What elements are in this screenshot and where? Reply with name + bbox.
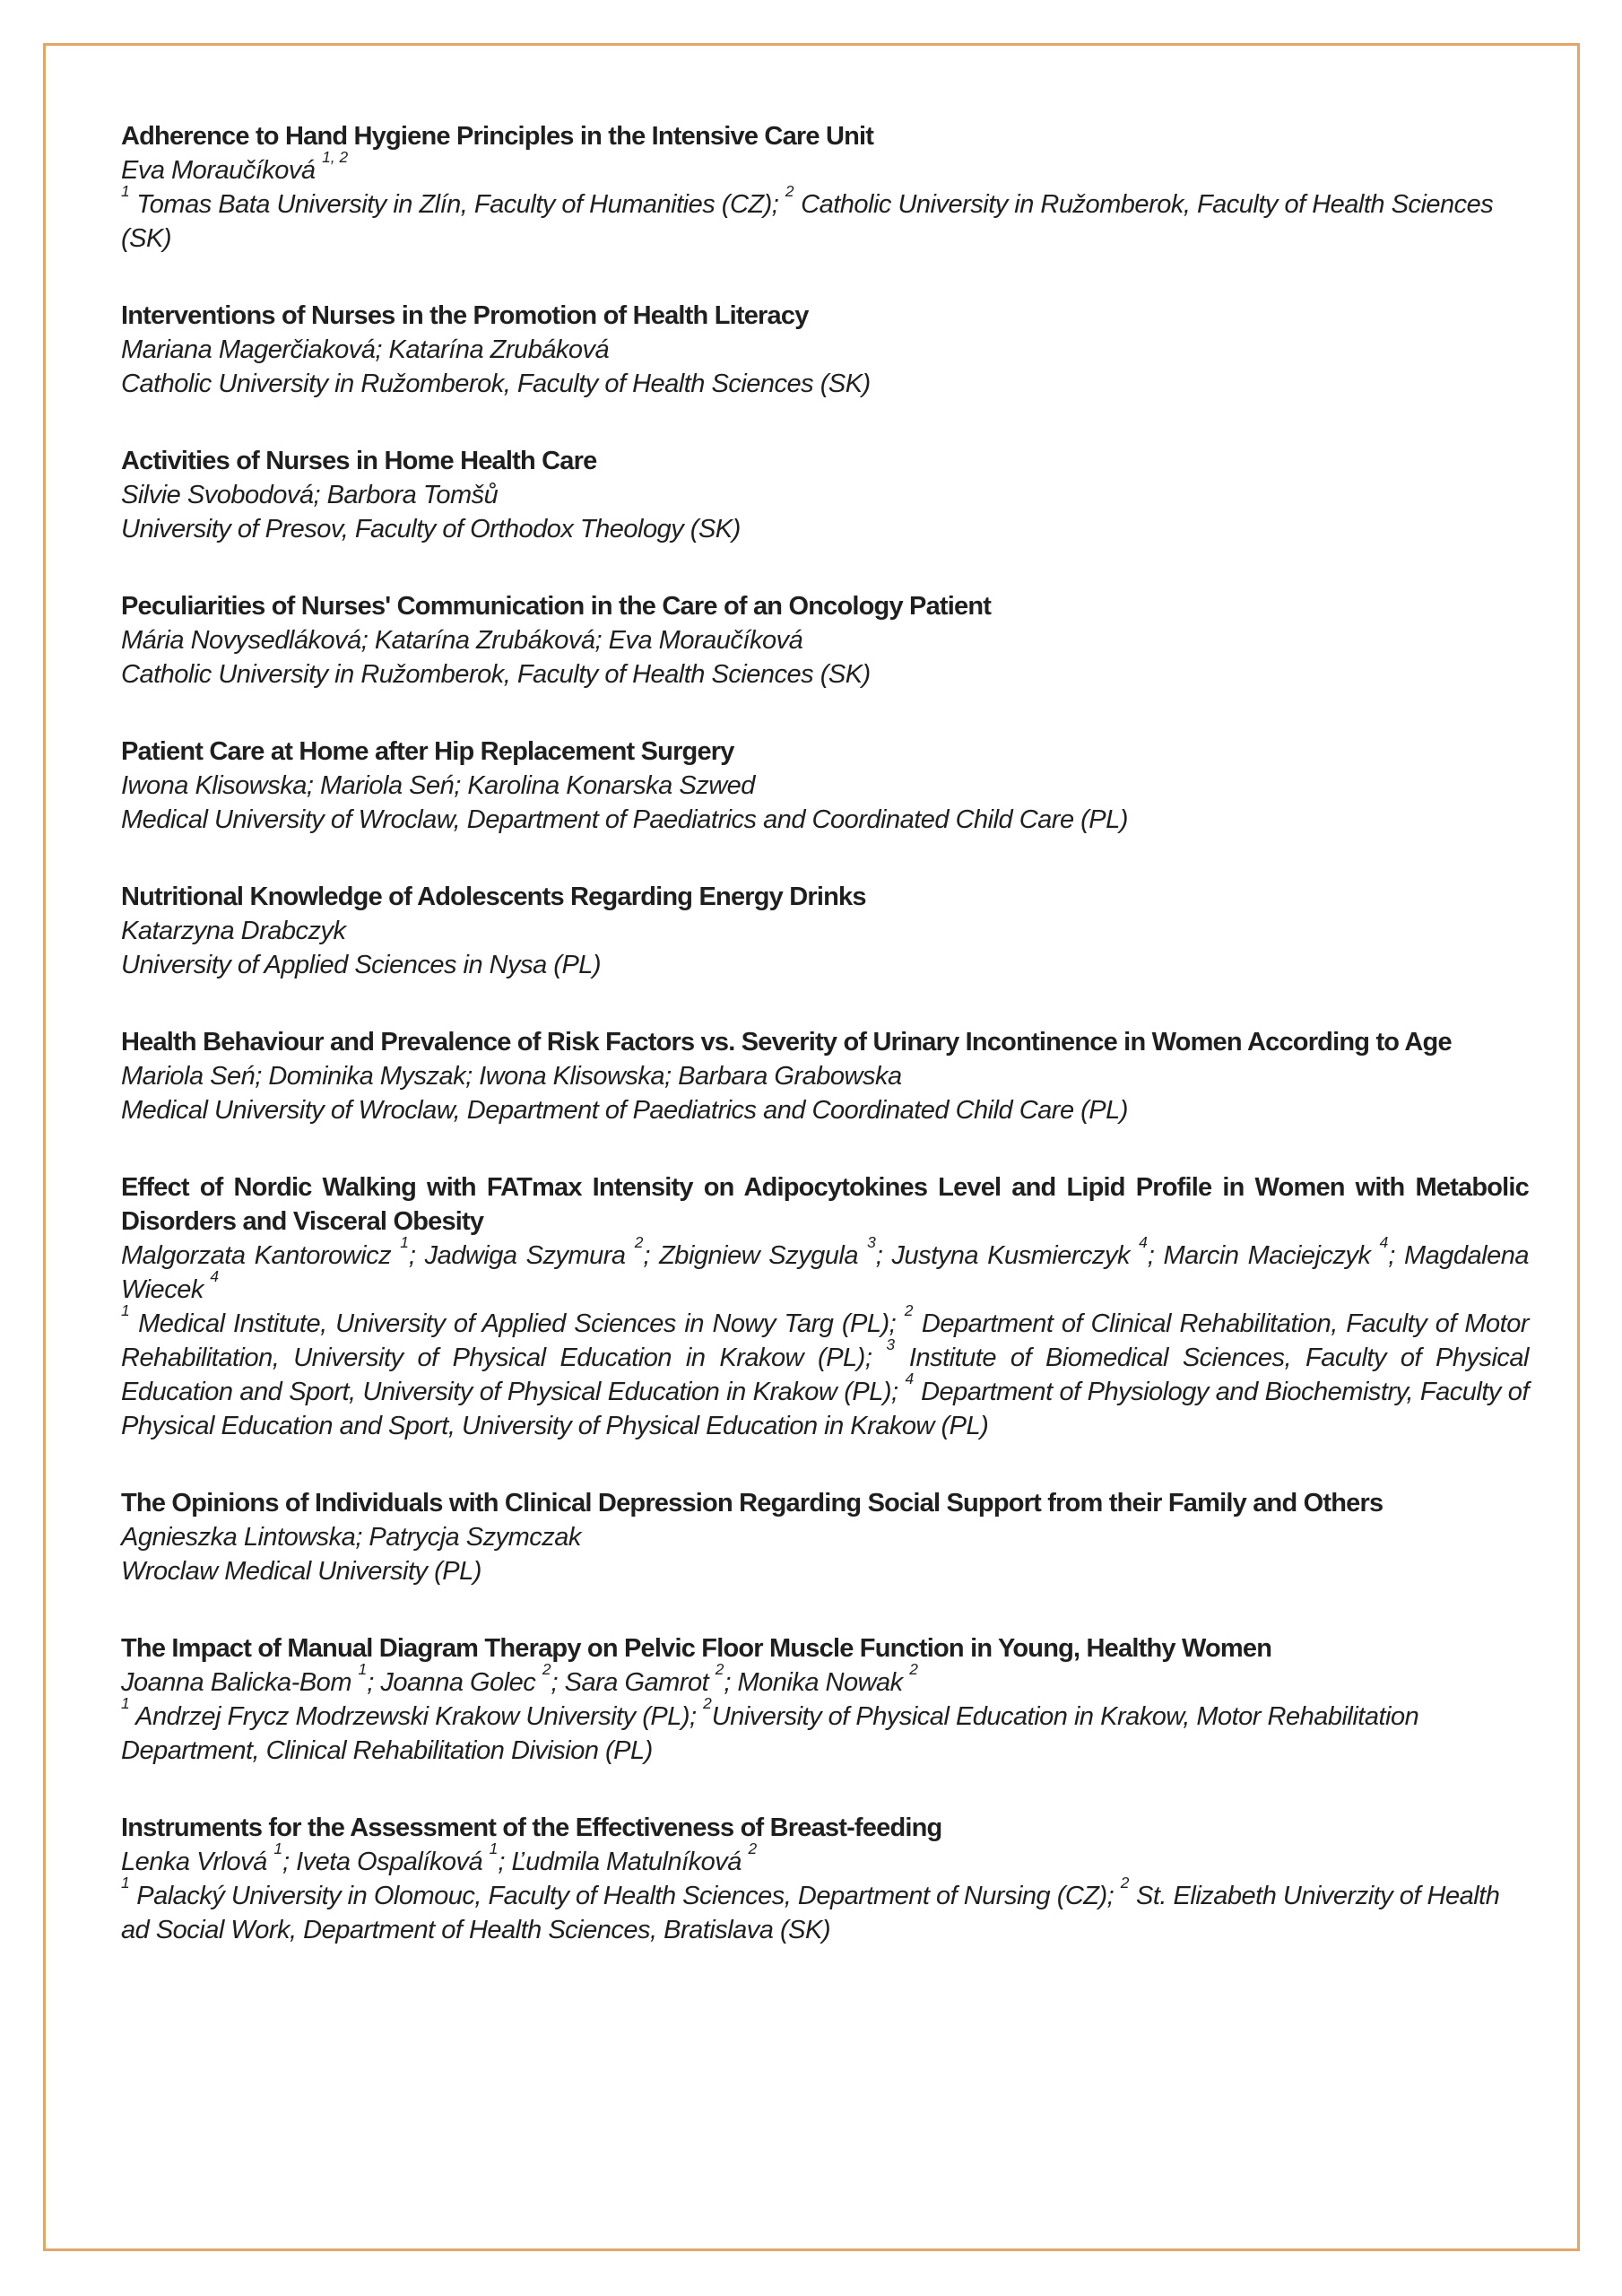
abstract-authors: Agnieszka Lintowska; Patrycja Szymczak xyxy=(121,1523,581,1552)
abstract-title: Health Behaviour and Prevalence of Risk Factors vs. Severity of Urinary Incontinence in Women According to Age xyxy=(121,1028,1452,1057)
abstract-affiliations: Catholic University in Ružomberok, Faculty of Health Sciences (SK) xyxy=(121,370,871,398)
abstract-affiliations: University of Applied Sciences in Nysa (PL) xyxy=(121,951,602,979)
abstract-authors: Mariana Magerčiaková; Katarína Zrubáková xyxy=(121,335,610,364)
abstract-title: Effect of Nordic Walking with FATmax Intensity on Adipocytokines Level and Lipid Profile in Women with Metabolic Disorders and Visceral Obesity xyxy=(121,1173,1529,1236)
abstract-authors: Lenka Vrlová $^1$; Iveta Ospalíková $^1$; Ľudmila Matulníková $^2$ xyxy=(121,1839,758,1876)
abstract-title: Peculiarities of Nurses' Communication in the Care of an Oncology Patient xyxy=(121,592,992,621)
abstract-entry xyxy=(121,1025,1529,1127)
abstract-affiliations: $^1$ Medical Institute, University of Applied Sciences in Nowy Targ (PL); $^2$ Department of Clinical Rehabilitation, Faculty of Motor Rehabilitation, University of Physical Education in Krakow (PL); $^3$ Institute of Biomedical Sciences, Faculty of Physical Education and Sport, University of Physical Education in Krakow (PL); $^4$ Department of Physiology and Biochemistry, Faculty of Physical Education and Sport, University of Physical Education in Krakow (PL) xyxy=(121,1300,1529,1440)
abstract-affiliations: University of Presov, Faculty of Orthodox Theology (SK) xyxy=(121,515,741,544)
abstract-entry xyxy=(121,1631,1529,1768)
abstract-title: The Opinions of Individuals with Clinical Depression Regarding Social Support from their Family and Others xyxy=(121,1489,1383,1518)
abstract-authors: Malgorzata Kantorowicz $^1$; Jadwiga Szymura $^2$; Zbigniew Szygula $^3$; Justyna Kusmierczyk $^4$; Marcin Maciejczyk $^4$; Magdalena Wiecek $^4$ xyxy=(121,1232,1529,1304)
abstract-entry xyxy=(121,299,1529,401)
abstract-affiliations: Medical University of Wroclaw, Department of Paediatrics and Coordinated Child Care (PL) xyxy=(121,1096,1128,1125)
abstract-title: Nutritional Knowledge of Adolescents Regarding Energy Drinks xyxy=(121,883,866,911)
abstract-authors: Mária Novysedláková; Katarína Zrubáková; Eva Moraučíková xyxy=(121,626,803,655)
abstract-authors: Mariola Seń; Dominika Myszak; Iwona Klisowska; Barbara Grabowska xyxy=(121,1062,902,1091)
abstract-affiliations: Catholic University in Ružomberok, Faculty of Health Sciences (SK) xyxy=(121,660,871,689)
abstract-affiliations: $^1$ Andrzej Frycz Modrzewski Krakow University (PL); $^2$University of Physical Education in Krakow, Motor Rehabilitation Department, Clinical Rehabilitation Division (PL) xyxy=(121,1693,1419,1765)
abstract-authors: Silvie Svobodová; Barbora Tomšů xyxy=(121,481,499,509)
abstract-authors: Katarzyna Drabczyk xyxy=(121,917,346,945)
abstract-authors: Eva Moraučíková $^{1, 2}$ xyxy=(121,147,349,185)
abstract-entry xyxy=(121,1811,1529,1947)
abstract-affiliations: $^1$ Palacký University in Olomouc, Faculty of Health Sciences, Department of Nursing (CZ); $^2$ St. Elizabeth Univerzity of Health ad Social Work, Department of Health Sciences, Bratislava (SK) xyxy=(121,1873,1500,1944)
abstract-title: Interventions of Nurses in the Promotion of Health Literacy xyxy=(121,301,809,330)
abstract-authors: Joanna Balicka-Bom $^1$; Joanna Golec $^2$; Sara Gamrot $^2$; Monika Nowak $^2$ xyxy=(121,1659,918,1697)
abstract-entry xyxy=(121,444,1529,546)
abstract-affiliations: Wroclaw Medical University (PL) xyxy=(121,1557,481,1586)
abstract-entry xyxy=(121,1170,1529,1443)
abstract-entry xyxy=(121,119,1529,256)
abstract-entry xyxy=(121,880,1529,982)
abstract-title: Patient Care at Home after Hip Replacement Surgery xyxy=(121,737,734,766)
abstract-entry xyxy=(121,735,1529,837)
abstract-title: Instruments for the Assessment of the Effectiveness of Breast-feeding xyxy=(121,1813,942,1842)
abstract-title: Adherence to Hand Hygiene Principles in the Intensive Care Unit xyxy=(121,122,874,151)
abstract-affiliations: $^1$ Tomas Bata University in Zlín, Faculty of Humanities (CZ); $^2$ Catholic University in Ružomberok, Faculty of Health Sciences (SK) xyxy=(121,181,1494,253)
abstract-title: The Impact of Manual Diagram Therapy on Pelvic Floor Muscle Function in Young, Healthy Women xyxy=(121,1634,1272,1663)
abstract-list xyxy=(121,119,1529,1990)
abstract-affiliations: Medical University of Wroclaw, Department of Paediatrics and Coordinated Child Care (PL) xyxy=(121,805,1128,834)
abstract-entry xyxy=(121,589,1529,691)
abstract-entry xyxy=(121,1486,1529,1588)
abstract-title: Activities of Nurses in Home Health Care xyxy=(121,447,597,475)
abstract-authors: Iwona Klisowska; Mariola Seń; Karolina Konarska Szwed xyxy=(121,771,755,800)
